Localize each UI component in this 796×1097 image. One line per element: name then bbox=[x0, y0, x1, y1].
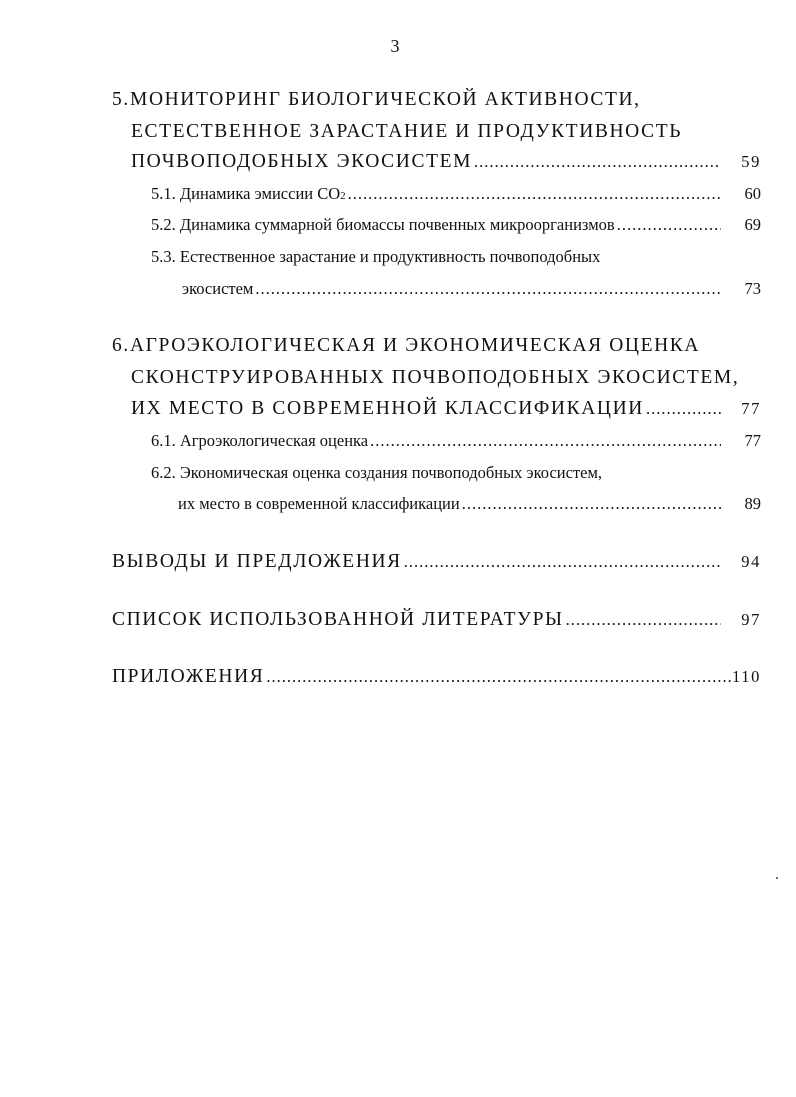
toc-section-6-1-page: 77 bbox=[744, 431, 761, 450]
toc-section-6-1-number: 6.1. bbox=[151, 431, 176, 450]
toc-section-6-1-title: Агроэкологическая оценка bbox=[179, 431, 369, 450]
toc-references bbox=[112, 609, 761, 631]
toc-section-5-2-title: Динамика суммарной биомассы почвенных микроорганизмов bbox=[179, 215, 615, 234]
toc-section-6-2-page: 89 bbox=[744, 494, 761, 513]
toc-conclusions-page: 94 bbox=[741, 552, 761, 571]
toc-section-6-1-leader bbox=[370, 431, 721, 451]
toc-section-5-1-subscript: 2 bbox=[340, 190, 346, 202]
toc-section-6-title-line-3: ИХ МЕСТО В СОВРЕМЕННОЙ КЛАССИФИКАЦИИ bbox=[131, 398, 644, 419]
toc-section-6-number: 6. bbox=[112, 335, 130, 356]
toc-section-5-3-page: 73 bbox=[744, 279, 761, 298]
toc-section-5-1-leader bbox=[348, 184, 721, 204]
toc-section-5-2 bbox=[151, 215, 761, 235]
toc-section-5-line-2 bbox=[131, 121, 682, 143]
toc-section-6-page: 77 bbox=[741, 399, 761, 418]
toc-section-6-leader bbox=[646, 399, 721, 419]
toc-section-5-1-page: 60 bbox=[744, 184, 761, 203]
toc-section-6-title-line-1: АГРОЭКОЛОГИЧЕСКАЯ И ЭКОНОМИЧЕСКАЯ ОЦЕНКА bbox=[130, 335, 701, 356]
toc-section-6-2-title-line-1: Экономическая оценка создания почвоподобных экосистем, bbox=[179, 463, 603, 482]
toc-section-5-2-page: 69 bbox=[744, 215, 761, 234]
toc-section-5-3-title-line-2: экосистем bbox=[182, 279, 254, 298]
toc-section-6-1 bbox=[151, 431, 761, 451]
toc-conclusions bbox=[112, 551, 761, 573]
toc-section-5-3-number: 5.3. bbox=[151, 247, 176, 266]
toc-conclusions-leader bbox=[404, 552, 721, 572]
toc-section-5-page: 59 bbox=[741, 152, 761, 171]
toc-section-5-3-leader bbox=[255, 279, 721, 299]
toc-section-6-2-leader bbox=[462, 494, 721, 514]
toc-section-6-line-2 bbox=[131, 367, 739, 389]
toc-references-page: 97 bbox=[741, 610, 761, 629]
toc-section-5-title-line-1: МОНИТОРИНГ БИОЛОГИЧЕСКОЙ АКТИВНОСТИ, bbox=[130, 89, 641, 110]
toc-section-5-3-title-line-1: Естественное зарастание и продуктивность почвоподобных bbox=[179, 247, 601, 266]
toc-section-5-title-line-2: ЕСТЕСТВЕННОЕ ЗАРАСТАНИЕ И ПРОДУКТИВНОСТЬ bbox=[131, 121, 683, 142]
toc-section-5-2-leader bbox=[617, 215, 721, 235]
toc-appendices-page: 110 bbox=[732, 667, 761, 686]
toc-section-5-1-title: Динамика эмиссии CO bbox=[179, 184, 341, 203]
toc-section-5-1-number: 5.1. bbox=[151, 184, 176, 203]
toc-appendices-leader bbox=[266, 667, 731, 687]
scan-speck bbox=[776, 877, 778, 879]
toc-section-6-title-line-2: СКОНСТРУИРОВАННЫХ ПОЧВОПОДОБНЫХ ЭКОСИСТЕМ, bbox=[131, 367, 740, 388]
toc-appendices-title: ПРИЛОЖЕНИЯ bbox=[112, 666, 265, 687]
toc-section-6-line-3 bbox=[131, 398, 761, 420]
toc-section-5-line-3 bbox=[131, 151, 761, 173]
toc-section-6-line-1 bbox=[112, 335, 700, 357]
toc-references-leader bbox=[566, 610, 721, 630]
toc-section-5-number: 5. bbox=[112, 89, 130, 110]
toc-appendices bbox=[112, 666, 761, 688]
toc-section-5-3-line-2 bbox=[182, 279, 761, 299]
page-number: 3 bbox=[390, 36, 406, 56]
toc-section-5-1 bbox=[151, 184, 761, 204]
toc-section-5-2-number: 5.2. bbox=[151, 215, 176, 234]
toc-section-5-line-1 bbox=[112, 89, 641, 111]
toc-conclusions-title: ВЫВОДЫ И ПРЕДЛОЖЕНИЯ bbox=[112, 551, 402, 572]
toc-section-5-title-line-3: ПОЧВОПОДОБНЫХ ЭКОСИСТЕМ bbox=[131, 151, 473, 172]
toc-references-title: СПИСОК ИСПОЛЬЗОВАННОЙ ЛИТЕРАТУРЫ bbox=[112, 609, 564, 630]
toc-section-5-leader bbox=[474, 152, 721, 172]
toc-section-6-2-line-1 bbox=[151, 463, 602, 483]
toc-section-6-2-number: 6.2. bbox=[151, 463, 176, 482]
toc-section-6-2-title-line-2: их место в современной классификации bbox=[178, 494, 460, 513]
toc-section-5-3-line-1 bbox=[151, 247, 600, 267]
toc-section-6-2-line-2 bbox=[178, 494, 761, 514]
